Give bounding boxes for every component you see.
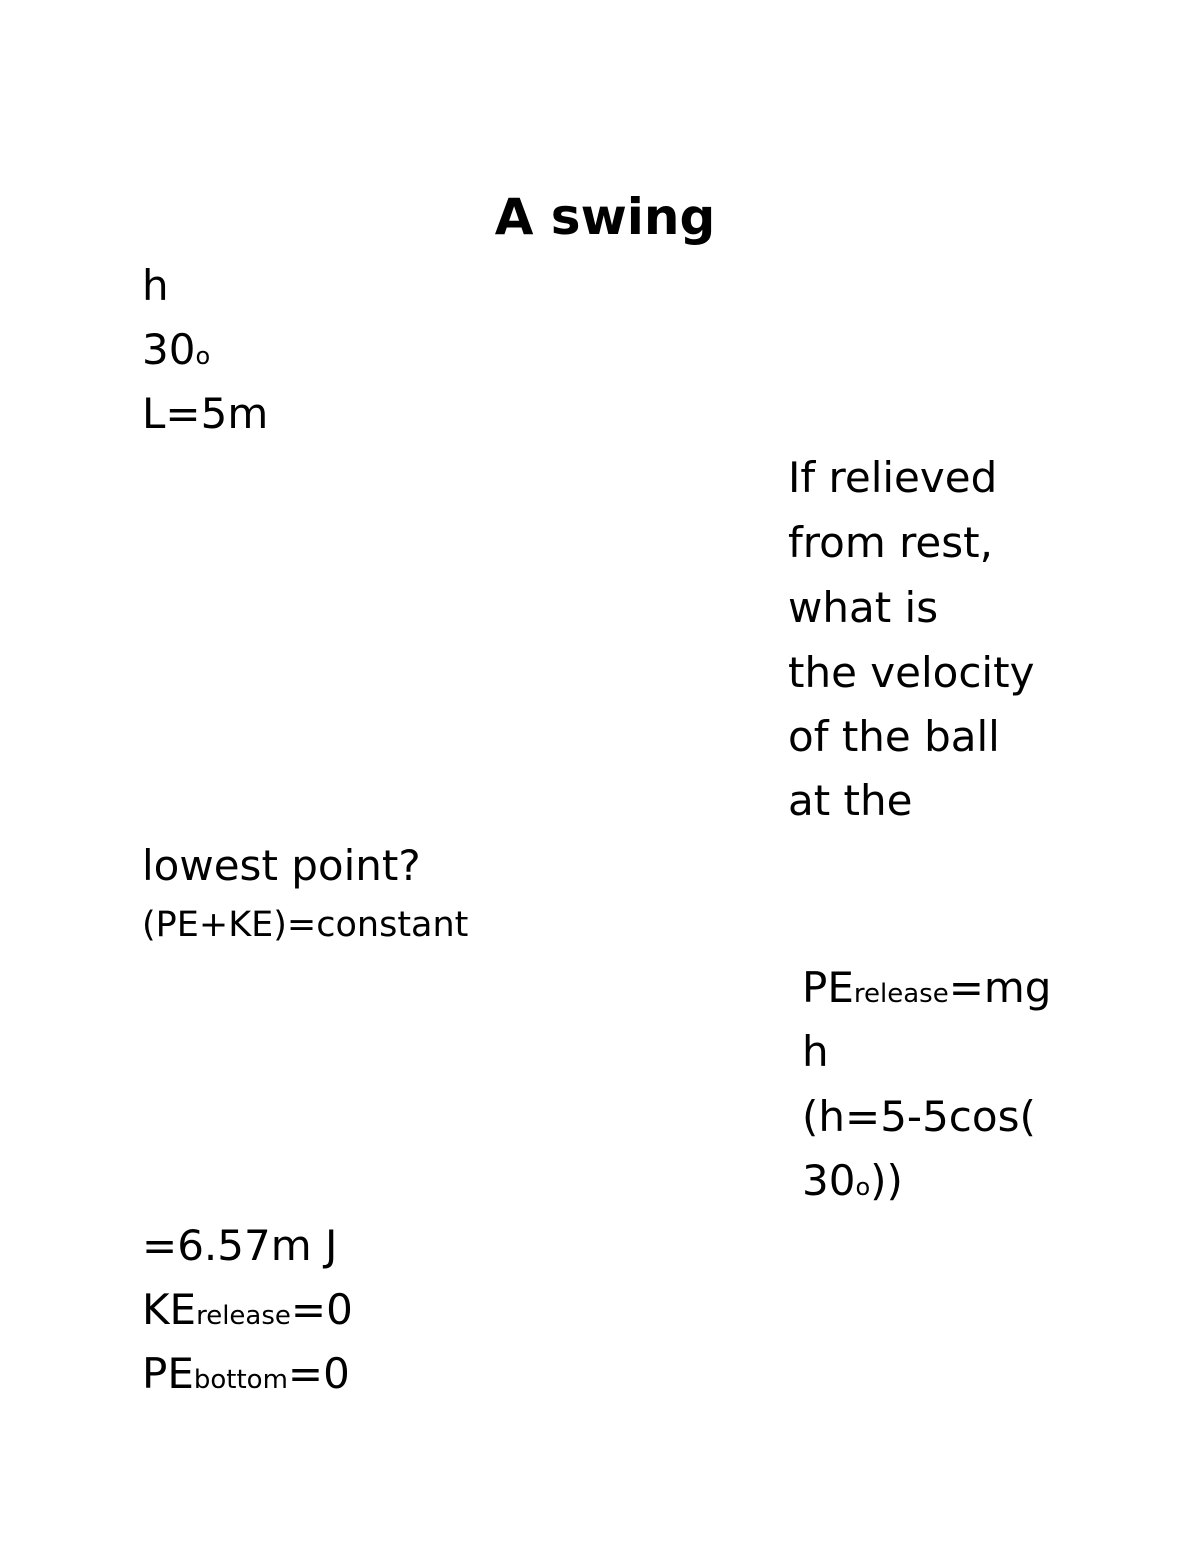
pe-release-subscript: release bbox=[853, 979, 949, 1009]
question-line-2: from rest, bbox=[788, 518, 993, 567]
question-line-4: the velocity bbox=[788, 648, 1035, 697]
pe-bottom-prefix: PE bbox=[142, 1349, 194, 1398]
pe-bottom-value: =0 bbox=[287, 1349, 350, 1398]
pe-release-line-2: h bbox=[802, 1027, 829, 1076]
ke-release-subscript: release bbox=[196, 1301, 291, 1331]
question-line-6: at the bbox=[788, 776, 913, 825]
question-line-7: lowest point? bbox=[142, 841, 421, 890]
degree-symbol: o bbox=[195, 342, 211, 370]
length-label: L=5m bbox=[142, 389, 269, 438]
question-line-3: what is bbox=[788, 583, 939, 632]
height-formula: (h=5-5cos( bbox=[802, 1092, 1036, 1141]
angle-value: 30 bbox=[142, 325, 196, 374]
pe-release-prefix: PE bbox=[802, 963, 854, 1012]
pe-bottom-subscript: bottom bbox=[193, 1365, 288, 1395]
height-formula-close: )) bbox=[870, 1156, 903, 1205]
pe-release-equation bbox=[802, 960, 1051, 1022]
ke-release-prefix: KE bbox=[142, 1285, 197, 1334]
angle-label bbox=[142, 322, 210, 384]
page-title: A swing bbox=[494, 188, 716, 246]
height-label: h bbox=[142, 261, 169, 310]
pe-release-suffix: =mg bbox=[948, 963, 1052, 1012]
pe-bottom-equation bbox=[142, 1346, 350, 1408]
question-line-5: of the ball bbox=[788, 712, 1000, 761]
ke-release-equation bbox=[142, 1282, 353, 1344]
ke-release-value: =0 bbox=[290, 1285, 353, 1334]
height-formula-angle: 30 bbox=[802, 1156, 856, 1205]
question-line-1: If relieved bbox=[788, 453, 998, 502]
height-formula-end bbox=[802, 1153, 903, 1215]
energy-principle: (PE+KE)=constant bbox=[142, 905, 469, 945]
pe-value: =6.57m J bbox=[142, 1221, 338, 1270]
degree-symbol: o bbox=[855, 1173, 871, 1201]
